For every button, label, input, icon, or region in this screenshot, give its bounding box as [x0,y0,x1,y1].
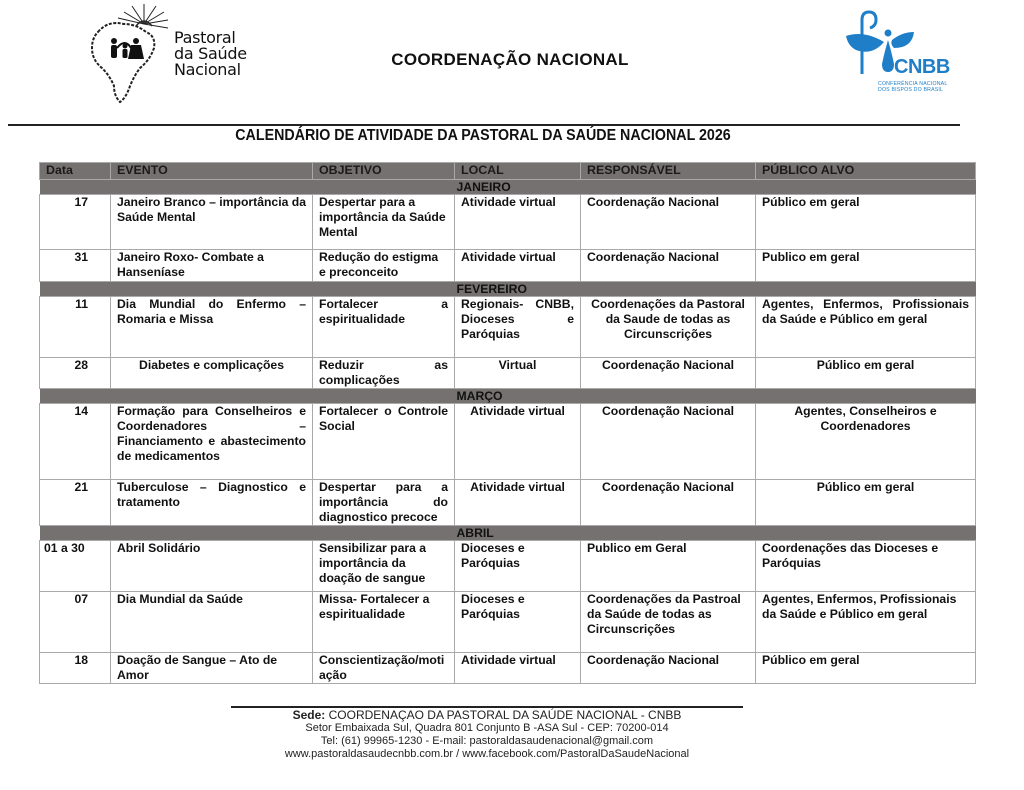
cell-local: Atividade virtual [455,404,581,480]
logo-line-3: Nacional [174,60,241,79]
cell-publico: Público em geral [756,653,976,684]
cell-objetivo: Missa- Fortalecer a espiritualidade [313,592,455,653]
column-header-responsavel: RESPONSÁVEL [581,163,756,180]
cell-objetivo: Sensibilizar para a importância da doação de sangue [313,541,455,592]
coordination-title: COORDENAÇÃO NACIONAL [391,50,629,69]
logo-line-2: da Saúde [174,44,247,63]
cnbb-subtitle-line-2: DOS BISPOS DO BRASIL [878,87,944,93]
cell-responsavel: Coordenação Nacional [581,653,756,684]
table-row [40,250,976,282]
cell-evento: Abril Solidário [111,541,313,592]
cell-evento: Dia Mundial do Enfermo – Romaria e Missa [111,297,313,358]
cell-objetivo: Despertar para a importância da Saúde Mental [313,195,455,250]
column-header-objetivo: OBJETIVO [313,163,455,180]
cell-data: 17 [40,195,111,250]
footer-contact: Tel: (61) 99965-1230 - E-mail: pastoraldasaudenacional@gmail.com [320,734,654,747]
cell-responsavel: Coordenação Nacional [581,358,756,389]
cell-objetivo: Despertar para a importância do diagnostico precoce [313,480,455,526]
table-row [40,358,976,389]
cnbb-subtitle [878,81,947,93]
cell-publico: Público em geral [756,195,976,250]
cnbb-subtitle-line-1: CONFERÊNCIA NACIONAL [878,81,948,87]
month-label: FEVEREIRO [456,282,527,296]
cell-local: Dioceses e Paróquias [455,541,581,592]
cell-local: Atividade virtual [455,250,581,282]
cell-evento: Tuberculose – Diagnostico e tratamento [111,480,313,526]
cell-publico: Público em geral [756,480,976,526]
month-row-marco [40,389,976,404]
cell-responsavel: Coordenação Nacional [581,195,756,250]
column-header-local: LOCAL [455,163,581,180]
footer-web: www.pastoraldasaudecnbb.com.br / www.facebook.com/PastoralDaSaudeNacional [284,747,690,760]
cell-responsavel: Coordenação Nacional [581,404,756,480]
month-row-fevereiro [40,282,976,297]
table-row [40,541,976,592]
cell-data: 11 [40,297,111,358]
month-label: ABRIL [456,526,494,540]
cell-publico: Agentes, Conselheiros e Coordenadores [756,404,976,480]
footer [230,709,744,760]
cell-responsavel: Coordenações da Pastroal da Saúde de todas as Circunscrições [581,592,756,653]
footer-sede-value: COORDENAÇAO DA PASTORAL DA SAÚDE NACIONAL - CNBB [325,708,682,722]
cell-local: Atividade virtual [455,653,581,684]
cell-data: 18 [40,653,111,684]
cell-local: Virtual [455,358,581,389]
cell-data: 07 [40,592,111,653]
table-row [40,404,976,480]
cell-local: Atividade virtual [455,195,581,250]
cnbb-wordmark: CNBB [894,56,950,78]
month-label: JANEIRO [456,180,511,194]
cell-data: 31 [40,250,111,282]
footer-address: Setor Embaixada Sul, Quadra 801 Conjunto B -ASA Sul - CEP: 70200-014 [305,722,669,734]
cell-publico: Agentes, Enfermos, Profissionais da Saúde e Público em geral [756,592,976,653]
table-row [40,480,976,526]
cell-evento: Janeiro Roxo- Combate a Hanseníase [111,250,313,282]
cell-objetivo: Redução do estigma e preconceito [313,250,455,282]
month-row-abril [40,526,976,541]
cell-objetivo: Fortalecer o Controle Social [313,404,455,480]
month-row-janeiro [40,180,976,195]
cell-publico: Publico em geral [756,250,976,282]
cell-evento: Janeiro Branco – importância da Saúde Mental [111,195,313,250]
cell-data: 28 [40,358,111,389]
column-header-data: Data [40,163,111,180]
logo-line-1: Pastoral [174,28,236,47]
column-header-publico-alvo: PÚBLICO ALVO [756,163,976,180]
cell-objetivo: Conscientização/motiação [313,653,455,684]
table-row [40,592,976,653]
cell-evento: Doação de Sangue – Ato de Amor [111,653,313,684]
cell-evento: Diabetes e complicações [111,358,313,389]
cell-objetivo: Fortalecer a espiritualidade [313,297,455,358]
column-header-evento: EVENTO [111,163,313,180]
document-title: CALENDÁRIO DE ATIVIDADE DA PASTORAL DA SAÚDE NACIONAL 2026 [235,127,731,144]
cell-responsavel: Coordenações da Pastoral da Saude de todas as Circunscrições [581,297,756,358]
cell-responsavel: Coordenação Nacional [581,250,756,282]
cell-publico: Coordenações das Dioceses e Paróquias [756,541,976,592]
cell-publico: Agentes, Enfermos, Profissionais da Saúde e Público em geral [756,297,976,358]
footer-sede [230,709,744,722]
cell-local: Atividade virtual [455,480,581,526]
table-header-row [40,163,976,180]
cnbb-logo [842,8,962,98]
cell-responsavel: Coordenação Nacional [581,480,756,526]
cell-publico: Público em geral [756,358,976,389]
cell-responsavel: Publico em Geral [581,541,756,592]
cell-data: 14 [40,404,111,480]
table-row [40,297,976,358]
month-label: MARÇO [456,389,503,403]
cell-local: Regionais- CNBB, Dioceses e Paróquias [455,297,581,358]
table-row [40,195,976,250]
footer-sede-label: Sede: [292,708,326,722]
calendar-table [39,162,976,684]
cell-data: 21 [40,480,111,526]
cell-evento: Dia Mundial da Saúde [111,592,313,653]
table-row [40,653,976,684]
cell-evento: Formação para Conselheiros e Coordenadores – Financiamento e abastecimento de medicamentos [111,404,313,480]
cell-data: 01 a 30 [40,541,111,592]
cell-local: Dioceses e Paróquias [455,592,581,653]
header-divider [8,124,960,126]
cell-objetivo: Reduzir as complicações [313,358,455,389]
